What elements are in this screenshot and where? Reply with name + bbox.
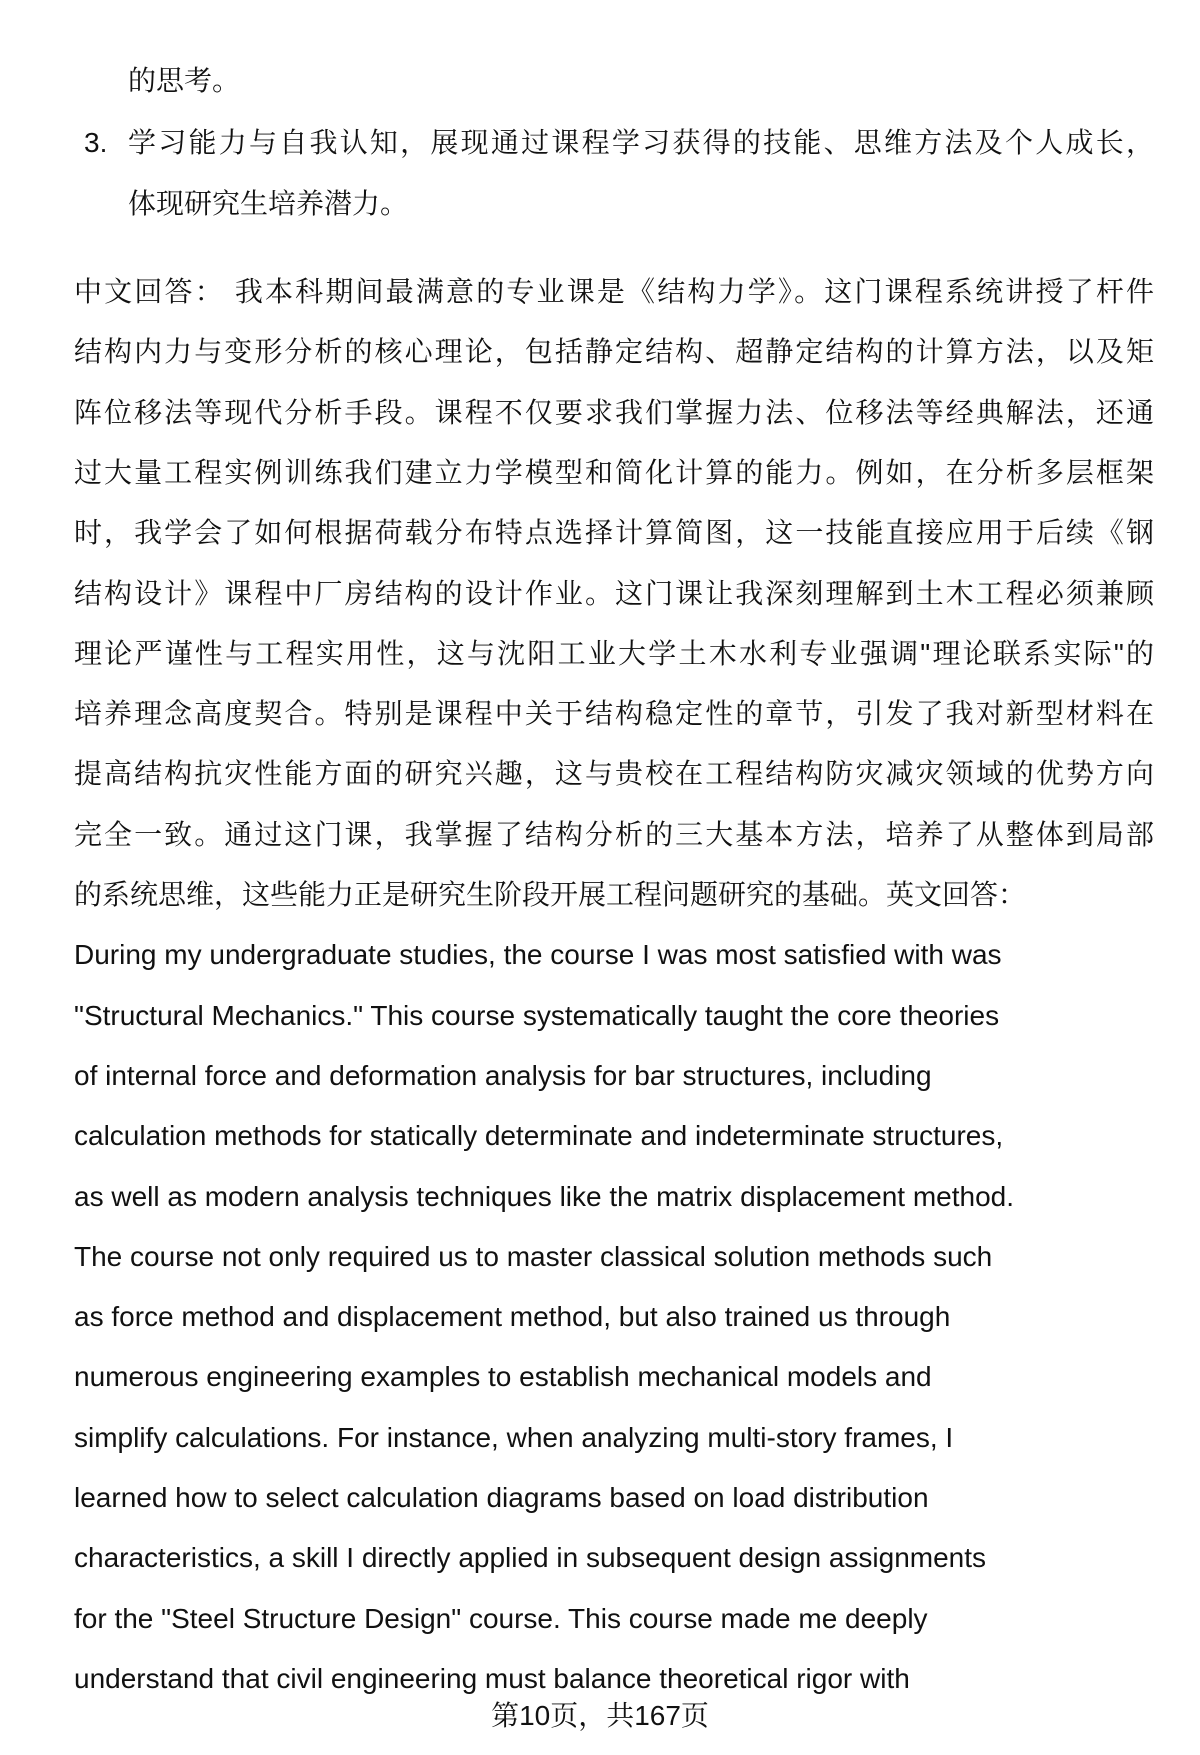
text-line: characteristics, a skill I directly applied in subsequent design assignments [74, 1542, 987, 1574]
list-continuation: 的思考。 [128, 65, 241, 96]
list-number: 3. [84, 127, 108, 158]
text-line: numerous engineering examples to establish mechanical models and [74, 1361, 932, 1393]
text-line: 中文回答： 我本科期间最满意的专业课是《结构力学》。这门课程系统讲授了杆件 [74, 276, 1154, 307]
text-line: 时，我学会了如何根据荷载分布特点选择计算简图，这一技能直接应用于后续《钢 [74, 517, 1154, 549]
text-line: understand that civil engineering must balance theoretical rigor with [74, 1662, 910, 1694]
text-line: simplify calculations. For instance, when analyzing multi-story frames, I [74, 1421, 954, 1453]
list-item-line: 学习能力与自我认知，展现通过课程学习获得的技能、思维方法及个人成长， [128, 127, 1154, 158]
text-line: 过大量工程实例训练我们建立力学模型和简化计算的能力。例如，在分析多层框架 [74, 456, 1154, 488]
list-item-line: 体现研究生培养潜力。 [128, 188, 409, 219]
text-line: for the "Steel Structure Design" course. This course made me deeply [74, 1602, 928, 1634]
text-line: 的系统思维，这些能力正是研究生阶段开展工程问题研究的基础。英文回答： [74, 879, 1027, 910]
text-line: 结构内力与变形分析的核心理论，包括静定结构、超静定结构的计算方法，以及矩 [74, 336, 1154, 368]
text-line: as force method and displacement method, but also trained us through [74, 1301, 951, 1333]
text-line: 培养理念高度契合。特别是课程中关于结构稳定性的章节，引发了我对新型材料在 [74, 698, 1154, 730]
text-line: 完全一致。通过这门课，我掌握了结构分析的三大基本方法，培养了从整体到局部 [74, 818, 1154, 850]
text-line: calculation methods for statically determinate and indeterminate structures, [74, 1120, 1004, 1152]
text-line: 结构设计》课程中厂房结构的设计作业。这门课让我深刻理解到土木工程必须兼顾 [74, 577, 1154, 609]
text-line: 理论严谨性与工程实用性，这与沈阳工业大学土木水利专业强调"理论联系实际"的 [74, 637, 1154, 669]
text-line: as well as modern analysis techniques like the matrix displacement method. [74, 1180, 1015, 1212]
text-line: The course not only required us to master classical solution methods such [74, 1240, 993, 1272]
text-line: 提高结构抗灾性能方面的研究兴趣，这与贵校在工程结构防灾减灾领域的优势方向 [74, 758, 1154, 790]
page-number: 第10页，共167页 [491, 1700, 709, 1731]
text-line: "Structural Mechanics." This course systematically taught the core theories [74, 999, 1000, 1031]
text-line: of internal force and deformation analysis for bar structures, including [74, 1059, 932, 1091]
text-line: 阵位移法等现代分析手段。课程不仅要求我们掌握力法、位移法等经典解法，还通 [74, 396, 1154, 428]
text-line: During my undergraduate studies, the course I was most satisfied with was [74, 939, 1002, 971]
text-line: learned how to select calculation diagrams based on load distribution [74, 1482, 929, 1513]
